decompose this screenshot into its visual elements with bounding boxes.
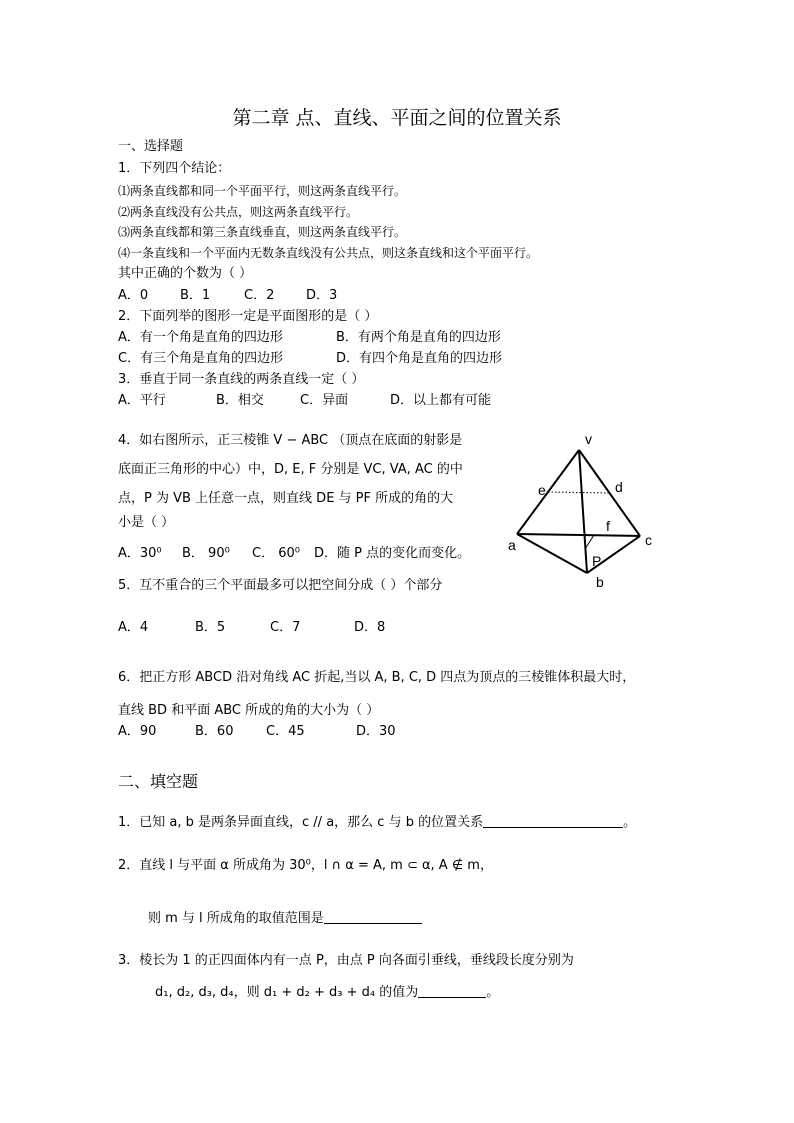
label-f: f — [606, 518, 610, 534]
q2-option-d: D．有四个角是直角的四边形 — [336, 351, 503, 366]
section-choice-heading: 一、选择题 — [118, 139, 184, 154]
q2-options-row-1 — [118, 330, 501, 346]
q3-options — [118, 393, 491, 409]
f1-end: 。 — [623, 815, 637, 830]
q6-options — [118, 724, 396, 740]
f2-line-2 — [148, 911, 422, 927]
q3-stem: 3．垂直于同一条直线的两条直线一定（ ） — [118, 372, 365, 387]
q5-options — [118, 620, 385, 636]
q5-option-a: A．4 — [118, 620, 149, 635]
f2-text: 则 m 与 l 所成角的取值范围是 — [148, 911, 324, 926]
label-a: a — [508, 537, 516, 553]
label-p: P — [592, 553, 602, 569]
q6-option-a: A．90 — [118, 724, 157, 739]
q2-stem: 2．下面列举的图形一定是平面图形的是（ ） — [118, 309, 378, 324]
q3-option-d: D．以上都有可能 — [390, 393, 492, 408]
f2-line-1: 2．直线 l 与平面 α 所成角为 30⁰，l ∩ α = A, m ⊂ α, A ∉ m， — [118, 858, 493, 873]
pyramid-figure — [500, 428, 670, 594]
q4-line-2: 底面正三角形的中心）中，D, E, F 分别是 VC, VA, AC 的中 — [118, 462, 463, 477]
f1-answer-blank[interactable] — [483, 815, 623, 828]
q4-line-1: 4．如右图所示，正三棱锥 V − ABC （顶点在底面的射影是 — [118, 433, 463, 448]
q1-statement-2: ⑵两条直线没有公共点，则这两条直线平行。 — [118, 205, 359, 219]
label-b: b — [596, 574, 604, 590]
q4-option-a: A．30⁰ — [118, 546, 162, 561]
label-d: d — [615, 479, 623, 495]
q4-options — [118, 546, 470, 562]
q3-option-b: B．相交 — [216, 393, 264, 408]
q2-option-b: B．有两个角是直角的四边形 — [336, 330, 501, 345]
q4-option-c: C． 60⁰ — [252, 546, 300, 561]
label-e: e — [538, 482, 546, 498]
q1-option-c: C．2 — [244, 288, 275, 303]
q4-option-b: B． 90⁰ — [182, 546, 230, 561]
label-v: v — [585, 431, 592, 447]
f3-end: 。 — [486, 985, 500, 1000]
q6-option-d: D．30 — [356, 724, 396, 739]
q5-option-c: C．7 — [270, 620, 301, 635]
q1-option-d: D．3 — [306, 288, 338, 303]
f3-line-2 — [155, 985, 499, 1001]
f3-text: d₁, d₂, d₃, d₄，则 d₁ + d₂ + d₃ + d₄ 的值为 — [155, 985, 419, 1000]
edge-ac — [517, 534, 640, 536]
q4-line-3: 点，P 为 VB 上任意一点，则直线 DE 与 PF 所成的角的大 — [118, 491, 454, 506]
q1-option-b: B．1 — [180, 288, 211, 303]
q2-option-a: A．有一个角是直角的四边形 — [118, 330, 283, 345]
q2-options-row-2 — [118, 351, 502, 367]
f1-text: 1．已知 a, b 是两条异面直线，c // a，那么 c 与 b 的位置关系 — [118, 815, 484, 830]
q1-statement-4: ⑷一条直线和一个平面内无数条直线没有公共点，则这条直线和这个平面平行。 — [118, 246, 539, 260]
q5-option-d: D．8 — [354, 620, 386, 635]
edge-vb — [579, 450, 587, 573]
f2-answer-blank[interactable] — [324, 911, 422, 924]
q1-statement-1: ⑴两条直线都和同一个平面平行，则这两条直线平行。 — [118, 184, 407, 198]
q4-option-d: D．随 P 点的变化而变化。 — [314, 546, 471, 561]
q5-stem: 5．互不重合的三个平面最多可以把空间分成（ ）个部分 — [118, 578, 443, 593]
q1-stem: 1．下列四个结论： — [118, 161, 231, 176]
section-fill-heading: 二、填空题 — [118, 772, 199, 791]
page-title: 第二章 点、直线、平面之间的位置关系 — [232, 107, 562, 129]
q4-line-4: 小是（ ） — [118, 515, 175, 530]
q1-statement-3: ⑶两条直线都和第三条直线垂直，则这两条直线平行。 — [118, 225, 407, 239]
q1-question: 其中正确的个数为（ ） — [118, 266, 253, 281]
q3-option-a: A．平行 — [118, 393, 166, 408]
segment-de — [548, 492, 609, 493]
f3-line-1: 3．棱长为 1 的正四面体内有一点 P，由点 P 向各面引垂线，垂线段长度分别为 — [118, 953, 574, 968]
q1-options — [118, 288, 337, 304]
q1-option-a: A．0 — [118, 288, 149, 303]
label-c: c — [645, 532, 652, 548]
q6-line-1: 6．把正方形 ABCD 沿对角线 AC 折起,当以 A, B, C, D 四点为顶点的三棱锥体积最大时， — [118, 670, 636, 685]
q2-option-c: C．有三个角是直角的四边形 — [118, 351, 284, 366]
q6-line-2: 直线 BD 和平面 ABC 所成的角的大小为（ ） — [118, 703, 380, 718]
q3-option-c: C．异面 — [300, 393, 349, 408]
f1-line — [118, 815, 636, 831]
edge-ab — [517, 534, 587, 573]
f3-answer-blank[interactable] — [418, 985, 486, 998]
segment-pf — [585, 535, 594, 549]
q5-option-b: B．5 — [195, 620, 226, 635]
q6-option-c: C．45 — [266, 724, 305, 739]
q6-option-b: B．60 — [195, 724, 234, 739]
